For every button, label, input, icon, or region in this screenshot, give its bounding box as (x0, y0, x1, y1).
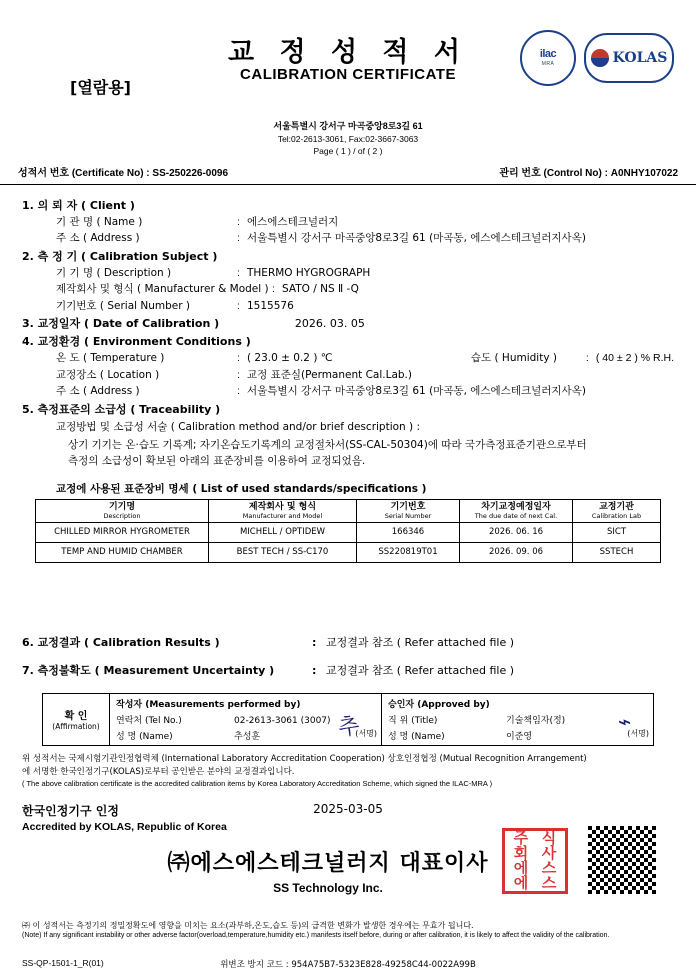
subject-serial-value: 1515576 (247, 299, 294, 312)
section-subject-title: 2. 측 정 기 ( Calibration Subject ) (22, 249, 218, 263)
lab-address-line: 서울특별시 강서구 마곡중앙8로3길 61 (273, 121, 423, 131)
subject-serial-label: 기기번호 ( Serial Number ) (56, 299, 191, 312)
affirmation-label-cell (43, 694, 110, 745)
cell-cal-lab: SSTECH (573, 542, 661, 562)
measurement-uncertainty-label: 7. 측정불확도 ( Measurement Uncertainty ) (22, 663, 275, 677)
colon-separator: : (237, 215, 240, 228)
accreditation-block (22, 802, 674, 836)
approved-by-title-value: 기술책임자(정) (506, 715, 566, 726)
cell-serial: 166346 (357, 522, 460, 542)
environment-address-label: 주 소 ( Address ) (56, 385, 140, 398)
subject-description-row (22, 268, 674, 279)
approved-by-name-value: 이준영 (506, 731, 533, 742)
calibration-results-label: 6. 교정결과 ( Calibration Results ) (22, 635, 220, 649)
section-traceability-title: 5. 측정표준의 소급성 ( Traceability ) (22, 402, 221, 416)
table-row (36, 522, 661, 542)
colon-separator: : (312, 635, 317, 649)
seal-char: 스 (541, 858, 557, 877)
affirmation-label-en: (Affirmation) (52, 722, 100, 732)
section-client-title: 1. 의 뢰 자 ( Client ) (22, 198, 135, 212)
performed-by-name-value: 추성훈 (234, 731, 261, 742)
accreditation-en: Accredited by KOLAS, Republic of Korea (22, 820, 227, 833)
validity-footnote (22, 920, 674, 942)
humidity-label: 습도 ( Humidity ) (470, 352, 557, 365)
subject-model-row (22, 284, 674, 295)
section-environment-title: 4. 교정환경 ( Environment Conditions ) (22, 335, 251, 349)
col-serial (357, 500, 460, 523)
cell-cal-lab: SICT (573, 522, 661, 542)
performed-by-header: 작성자 (Measurements performed by) (116, 699, 301, 710)
col-manufacturer (209, 500, 357, 523)
traceability-paragraph (22, 438, 674, 470)
performed-by-signature-icon: 추 (336, 713, 361, 742)
calibration-results-row (22, 637, 674, 648)
kolas-logo-mark-icon (591, 49, 609, 67)
approved-by-title-row (388, 713, 647, 726)
colon-separator: : (237, 299, 240, 312)
certificate-number (18, 164, 228, 179)
traceability-line-1: 상기 기기는 온·습도 기록계; 자기온습도기록계의 교정절차서(SS-CAL-50304)에 따라 국가측정표준기관으로부터 (68, 439, 587, 452)
environment-address-row (22, 386, 674, 397)
affirmation-label-ko: 확 인 (64, 711, 88, 723)
validity-footnote-ko: ㈜ 이 성적서는 측정기의 정밀정확도에 영향을 미치는 요소(과부하,온도,습도 등)의 급격한 변화가 발생한 경우에는 무효가 됩니다. (22, 920, 474, 930)
seal-char: 식 (541, 828, 557, 847)
subject-serial-row (22, 301, 674, 312)
approved-by-title-label: 직 위 (Title) (388, 715, 438, 726)
lab-address-block (0, 120, 696, 158)
control-number-value: A0NHY107022 (610, 167, 678, 179)
approved-by-signature-label: (서명) (627, 728, 649, 738)
mra-note-line-2: 에 서명한 한국인정기구(KOLAS)로부터 공인받은 분야의 교정결과입니다. (22, 766, 295, 777)
col-serial-en: Serial Number (384, 511, 432, 520)
performed-by-signature-label: (서명) (355, 728, 377, 738)
qr-code-icon (588, 826, 656, 894)
standards-table (35, 499, 661, 563)
colon-separator: : (272, 283, 275, 296)
kolas-logo-text: KOLAS (612, 50, 668, 66)
cell-manufacturer: MICHELL / OPTIDEW (209, 522, 357, 542)
col-serial-ko: 기기번호 (390, 502, 426, 513)
client-address-value: 서울특별시 강서구 마곡중앙8로3길 61 (마곡동, 에스에스테크널러지사옥) (247, 232, 586, 245)
page-title-en: CALIBRATION CERTIFICATE (240, 66, 456, 83)
location-value: 교정 표준실(Permanent Cal.Lab.) (247, 368, 412, 381)
performed-by-tel-label: 연락처 (Tel No.) (116, 715, 182, 726)
standards-table-title: 교정에 사용된 표준장비 명세 ( List of used standards/specifications ) (56, 482, 427, 495)
environment-temperature-row (22, 353, 674, 364)
environment-location-row (22, 370, 674, 381)
company-seal-stamp-icon (502, 828, 568, 894)
cell-description: TEMP AND HUMID CHAMBER (36, 542, 209, 562)
affirmation-box (42, 693, 654, 746)
col-cal-lab-en: Calibration Lab (591, 511, 642, 520)
accreditation-ko: 한국인정기구 인정 (22, 803, 119, 818)
approved-by-header: 승인자 (Approved by) (388, 699, 490, 710)
cell-due-date: 2026. 06. 16 (460, 522, 573, 542)
seal-char: 주 (513, 828, 529, 847)
col-due-date-ko: 차기교정예정일자 (481, 502, 551, 513)
client-address-label: 주 소 ( Address ) (56, 232, 140, 245)
document-header (0, 0, 696, 118)
performed-by-cell (110, 694, 382, 745)
calibration-method-label: 교정방법 및 소급성 서술 ( Calibration method and/or brief description ) : (56, 420, 421, 433)
form-number: SS-QP-1501-1_R(01) (22, 958, 104, 968)
mra-note-english: ( The above calibration certificate is the accredited calibration items by Korea Laboratory Accreditation Scheme, which signed the ILAC-MRA ) (22, 779, 493, 789)
col-cal-lab-ko: 교정기관 (599, 502, 634, 513)
colon-separator: : (585, 352, 589, 365)
performed-by-name-row (116, 729, 375, 742)
seal-char: 사 (541, 843, 557, 862)
standards-table-header-row (36, 500, 661, 523)
table-row (36, 542, 661, 562)
certificate-number-row (0, 164, 696, 185)
humidity-value: ( 40 ± 2 ) % R.H. (595, 352, 674, 365)
kolas-logo-icon (584, 33, 674, 83)
colon-separator: : (237, 385, 240, 398)
results-section (22, 637, 674, 676)
subject-description-label: 기 기 명 ( Description ) (56, 266, 172, 279)
colon-separator: : (237, 232, 240, 245)
subject-model-value: SATO / NS Ⅱ -Q (282, 283, 359, 296)
company-name-ko: ㈜에스에스테크널러지 대표이사 (167, 850, 489, 876)
environment-address-value: 서울특별시 강서구 마곡중앙8로3길 61 (마곡동, 에스에스테크널러지사옥) (247, 385, 586, 398)
page-title-ko: 교 정 성 적 서 (227, 37, 468, 68)
performed-by-name-label: 성 명 (Name) (116, 731, 173, 742)
col-due-date (460, 500, 573, 523)
subject-model-label: 제작회사 및 형식 ( Manufacturer & Model ) (56, 283, 269, 296)
client-name-row (22, 217, 674, 228)
measurement-uncertainty-row (22, 665, 674, 676)
control-number-label: 관리 번호 (Control No) : (499, 167, 608, 179)
seal-char: 스 (541, 873, 557, 892)
calibration-date-value: 2026. 03. 05 (294, 317, 365, 331)
calibration-results-value: 교정결과 참조 ( Refer attached file ) (326, 635, 515, 649)
validity-footnote-en: (Note) If any significant instability or other adverse factor(overload,temperature,humidity etc.) manifests itself before, during or after calibration, it is likely to affect the validity of the calibration. (22, 932, 610, 940)
approved-by-signature-icon: ⌁ (616, 709, 633, 736)
certificate-number-label: 성적서 번호 (Certificate No) : (18, 167, 150, 179)
ilac-mra-logo-icon (520, 30, 576, 86)
approved-by-name-row (388, 729, 647, 742)
approved-by-cell (382, 694, 653, 745)
humidity-pair (471, 353, 674, 364)
seal-char: 에 (513, 858, 529, 877)
temperature-label: 온 도 ( Temperature ) (56, 352, 165, 365)
col-description-ko: 기기명 (108, 502, 136, 513)
control-number (499, 164, 678, 179)
ilac-logo-main-text: ilac (539, 48, 557, 60)
location-label: 교정장소 ( Location ) (56, 368, 160, 381)
temperature-value: ( 23.0 ± 0.2 ) ℃ (247, 352, 333, 365)
company-name-en: SS Technology Inc. (273, 880, 383, 895)
page-footer (22, 958, 674, 970)
col-description (36, 500, 209, 523)
certificate-number-value: SS-250226-0096 (152, 167, 229, 179)
traceability-line-2: 측정의 소급성이 확보된 아래의 표준장비를 이용하여 교정되었음. (68, 454, 366, 467)
measurement-uncertainty-value: 교정결과 참조 ( Refer attached file ) (326, 663, 515, 677)
forgery-prevention-code: 위변조 방지 코드 : 954A75B7-5323E828-49258C44-0022A99B (220, 960, 476, 970)
section-date-label: 3. 교정일자 ( Date of Calibration ) (22, 317, 220, 331)
subject-description-value: THERMO HYGROGRAPH (247, 266, 371, 279)
mra-notes (22, 753, 674, 790)
cell-serial: SS220819T01 (357, 542, 460, 562)
col-manufacturer-en: Manufacturer and Model (242, 511, 323, 520)
seal-char: 회 (513, 843, 529, 862)
seal-char: 에 (513, 873, 529, 892)
approved-by-name-label: 성 명 (Name) (388, 731, 445, 742)
performed-by-tel-value: 02-2613-3061 (3007) (234, 715, 331, 726)
mra-note-line-1: 위 성적서는 국제시험기관인정협력체 (International Laboratory Accreditation Cooperation) 상호인정협정 (Mutual Recognition Arrangement) (22, 753, 587, 764)
col-due-date-en: The due date of next Cal. (474, 511, 558, 520)
cell-due-date: 2026. 09. 06 (460, 542, 573, 562)
colon-separator: : (237, 266, 240, 279)
company-signature-block (0, 828, 696, 910)
client-name-value: 에스에스테크널러지 (247, 215, 339, 228)
client-address-row (22, 233, 674, 244)
colon-separator: : (237, 368, 240, 381)
cell-manufacturer: BEST TECH / SS-C170 (209, 542, 357, 562)
col-cal-lab (573, 500, 661, 523)
cell-description: CHILLED MIRROR HYGROMETER (36, 522, 209, 542)
col-description-en: Description (103, 511, 141, 520)
section-date-title (22, 318, 674, 329)
col-manufacturer-ko: 제작회사 및 형식 (248, 502, 317, 513)
viewing-only-label: [열람용] (70, 78, 131, 97)
accreditation-logos (520, 30, 674, 86)
page-number-text: Page ( 1 ) / of ( 2 ) (313, 146, 383, 157)
lab-contact-line: Tel:02-2613-3061, Fax:02-3667-3063 (277, 134, 419, 145)
colon-separator: : (237, 352, 240, 365)
client-name-label: 기 관 명 ( Name ) (56, 215, 143, 228)
document-body (0, 185, 696, 676)
ilac-logo-sub-text: MRA (541, 61, 555, 67)
issue-date: 2025-03-05 (313, 801, 383, 816)
colon-separator: : (312, 663, 317, 677)
